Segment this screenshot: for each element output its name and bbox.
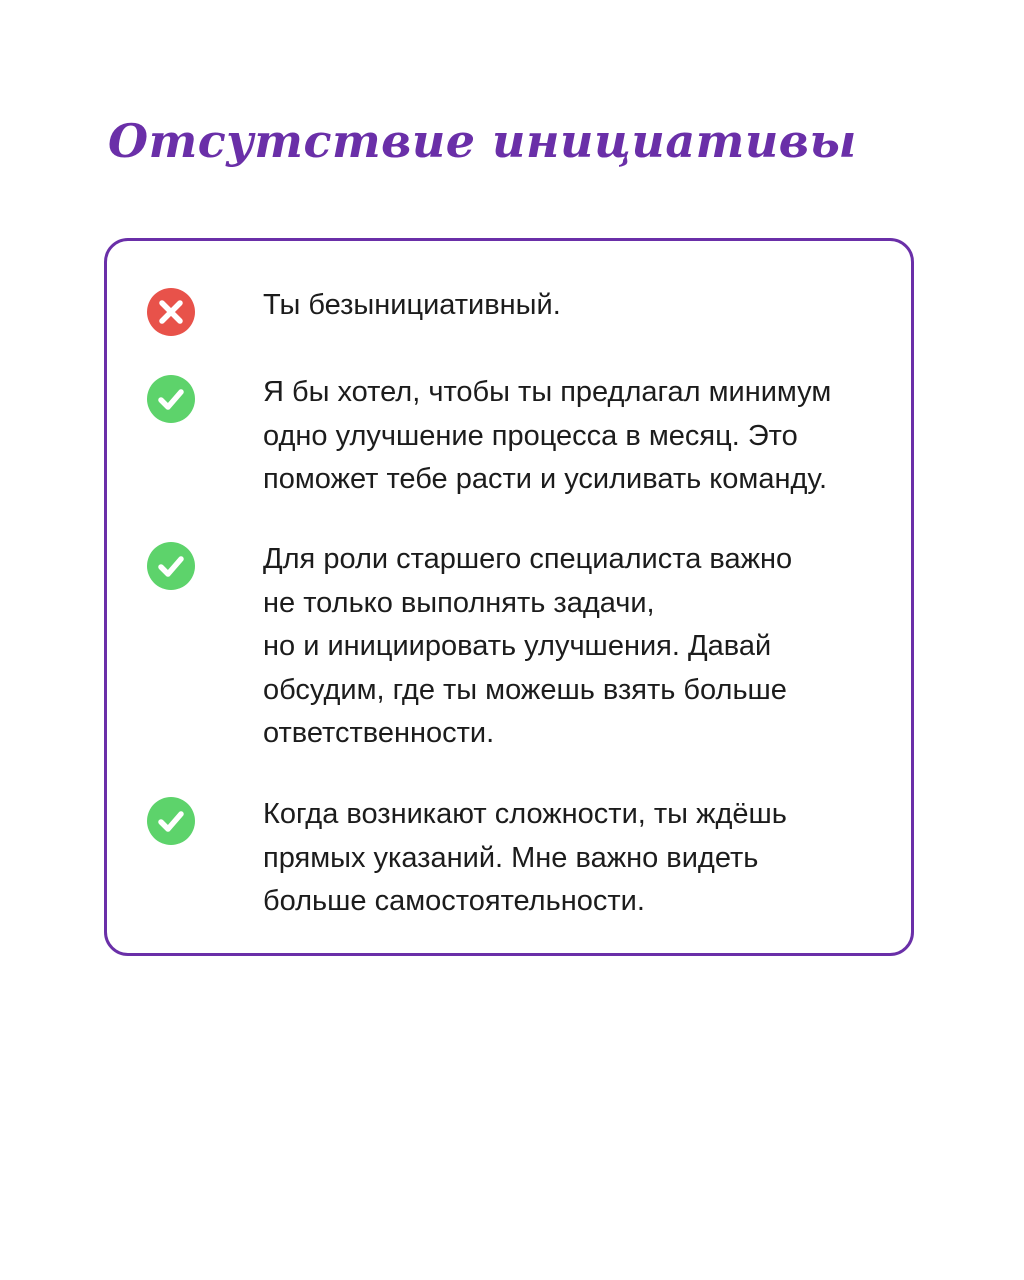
- item-text: Ты безынициативный.: [263, 289, 561, 321]
- green-check-icon: [147, 542, 195, 590]
- item-text: Для роли старшего специалиста важно не только выполнять задачи, но и инициировать улучшения. Давай обсудим, где ты можешь взять больше ответственности.: [263, 543, 793, 749]
- page-title: Отсутствие инициативы: [108, 114, 857, 168]
- red-cross-icon: [147, 288, 195, 336]
- item-text: Когда возникают сложности, ты ждёшь прямых указаний. Мне важно видеть больше самостоятельности.: [263, 798, 787, 917]
- green-check-icon: [147, 797, 195, 845]
- tips-card: [104, 238, 914, 956]
- item-text: Я бы хотел, чтобы ты предлагал минимум одно улучшение процесса в месяц. Это поможет тебе расти и усиливать команду.: [263, 376, 832, 495]
- green-check-icon: [147, 375, 195, 423]
